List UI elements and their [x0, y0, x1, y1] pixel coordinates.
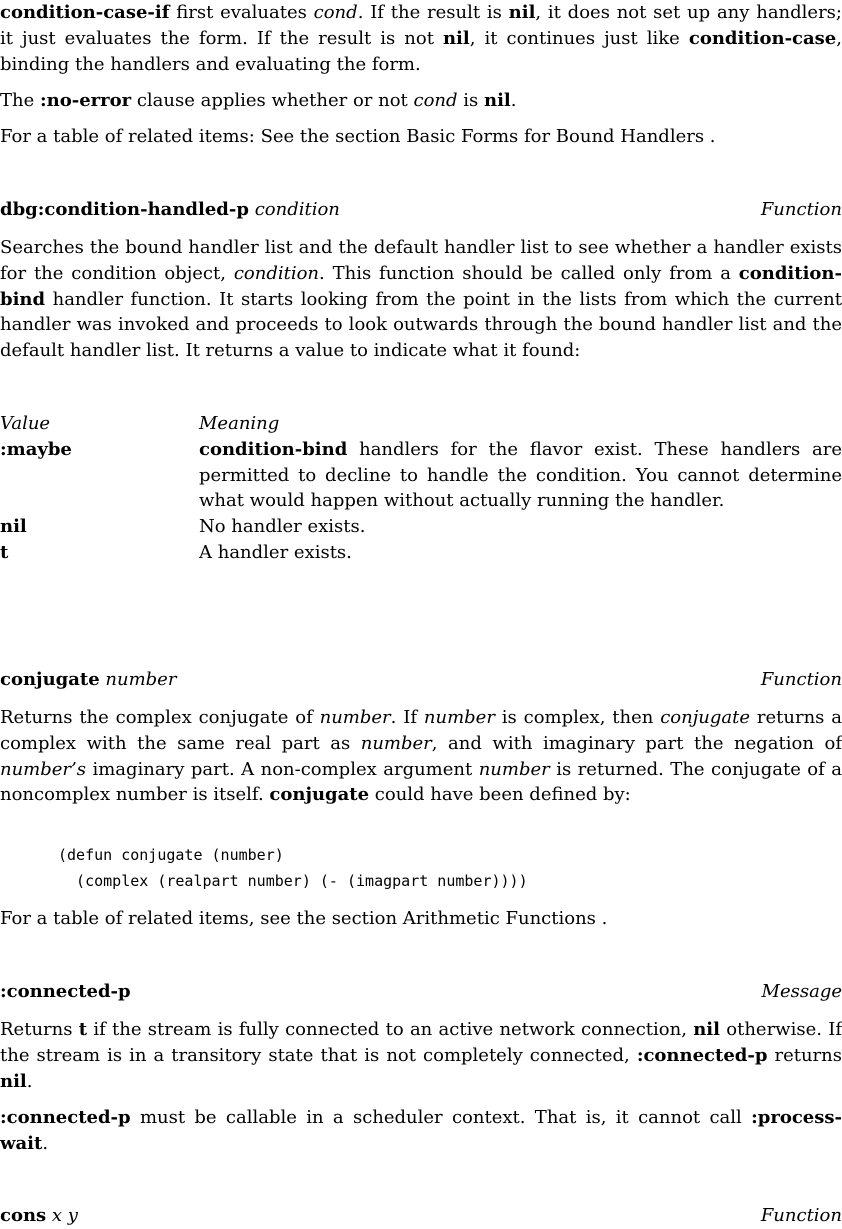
connected-p-description — [0, 1017, 842, 1094]
text: . This function should be called only from a — [319, 262, 739, 284]
table-row — [0, 540, 842, 566]
entry-kind: Message — [761, 981, 842, 1002]
text: Returns the complex conjugate of — [0, 707, 320, 728]
table-cell-meaning: No handler exists. — [199, 516, 366, 538]
text: . If — [390, 707, 424, 728]
term: :no-error — [39, 90, 132, 111]
text: , it continues just like — [469, 27, 689, 49]
text: clause applies whether or not — [131, 90, 414, 111]
term: condition-case — [688, 27, 837, 49]
related-items-link[interactable]: For a table of related items: See the section Basic Forms for Bound Handlers . — [0, 126, 716, 147]
text: returns a complex with the same real part as — [0, 707, 842, 754]
no-error-paragraph — [0, 88, 842, 114]
text: first evaluates — [169, 2, 314, 23]
text: returns — [767, 1044, 842, 1066]
entry-name: cons — [0, 1205, 47, 1226]
text: , it does not set up any handlers; it just evaluates the form. If the result is not — [0, 2, 842, 49]
code-example — [58, 842, 528, 894]
text: imaginary part. A non-complex argument — [86, 758, 479, 780]
term: nil — [508, 2, 536, 23]
table-cell-meaning: A handler exists. — [199, 541, 352, 563]
term: nil — [693, 1019, 720, 1040]
argument: conjugate — [660, 707, 751, 728]
text: Searches the bound handler list and the default handler list to see whether a handler exists for the condition object, — [0, 237, 842, 284]
entry-name: :connected-p — [0, 981, 131, 1002]
entry-name: dbg:condition-handled-p — [0, 199, 249, 220]
term: :connected-p — [636, 1044, 768, 1066]
term: :connected-p — [0, 1107, 131, 1128]
argument: number’s — [0, 758, 86, 780]
argument: number — [319, 707, 391, 728]
text: handlers for the flavor exist. These handlers are permitted to decline to handle the condition. You cannot determine what would happen without actually running the handler. — [199, 438, 842, 512]
term: :process-wait — [0, 1107, 842, 1154]
entry-signature — [0, 667, 176, 693]
text: . — [26, 1070, 33, 1092]
entry-header-cons — [0, 1203, 842, 1229]
conjugate-description — [0, 705, 842, 808]
entry-name: conjugate — [0, 669, 100, 690]
text: , binding the handlers and evaluating the form. — [0, 27, 842, 75]
table-cell-value: :maybe — [0, 438, 72, 460]
term: t — [78, 1019, 88, 1040]
text: The — [0, 90, 40, 111]
code-line: (complex (realpart number) (- (imagpart number)))) — [58, 872, 528, 890]
text: must be callable in a scheduler context. That is, it cannot call — [130, 1107, 752, 1128]
term: nil — [0, 1070, 27, 1092]
text: Returns — [0, 1019, 79, 1040]
argument: number — [423, 707, 495, 728]
entry-kind: Function — [760, 199, 842, 220]
entry-header-connected-p — [0, 979, 842, 1005]
text: is complex, then — [494, 707, 661, 728]
text: is — [457, 90, 484, 111]
term: condition-case-if — [0, 2, 170, 23]
table-row — [0, 437, 842, 514]
connected-p-scheduler-note — [0, 1105, 842, 1157]
entry-args: x y — [51, 1205, 78, 1226]
argument: cond — [313, 2, 358, 23]
text: otherwise. If the stream is in a transitory state that is not completely connected, — [0, 1019, 842, 1066]
text: could have been defined by: — [369, 784, 631, 806]
text: handler function. It starts looking from the point in the lists from which the current handler was invoked and proceeds to look outwards through the bound handler list and the default handler list. It returns a value to indicate what it found: — [0, 288, 842, 362]
text: . — [42, 1132, 49, 1154]
entry-kind: Function — [760, 669, 842, 690]
text: is returned. The conjugate of a noncomplex number is itself. — [0, 758, 842, 806]
table-row — [0, 514, 842, 540]
entry-header-condition-handled-p — [0, 197, 842, 223]
argument: condition — [233, 262, 320, 284]
entry-signature — [0, 1203, 78, 1229]
text: . — [510, 90, 517, 111]
column-header-meaning: Meaning — [199, 413, 280, 434]
argument: number — [360, 732, 432, 754]
term: conjugate — [269, 784, 370, 806]
term: condition-bind — [0, 262, 842, 310]
argument: cond — [413, 90, 458, 111]
text: . If the result is — [357, 2, 509, 23]
term: nil — [484, 90, 511, 111]
entry-args: number — [105, 669, 177, 690]
return-value-table — [0, 411, 842, 566]
term: condition-bind — [199, 438, 348, 460]
text: if the stream is fully connected to an active network connection, — [87, 1019, 694, 1040]
entry-signature — [0, 197, 340, 223]
argument: number — [478, 758, 550, 780]
table-cell-meaning — [199, 437, 842, 514]
term: nil — [442, 27, 470, 49]
entry-args: condition — [254, 199, 340, 220]
entry-kind: Function — [760, 1205, 842, 1226]
text: , and with imaginary part the negation of — [431, 732, 842, 754]
code-line: (defun conjugate (number) — [58, 846, 284, 864]
related-items-link[interactable]: For a table of related items, see the section Arithmetic Functions . — [0, 908, 608, 929]
table-cell-value: t — [0, 541, 9, 563]
column-header-value: Value — [0, 413, 51, 434]
entry-header-conjugate — [0, 667, 842, 693]
table-cell-value: nil — [0, 516, 27, 538]
condition-handled-p-description — [0, 235, 842, 364]
condition-case-if-paragraph — [0, 0, 842, 77]
table-header-row — [0, 411, 842, 437]
